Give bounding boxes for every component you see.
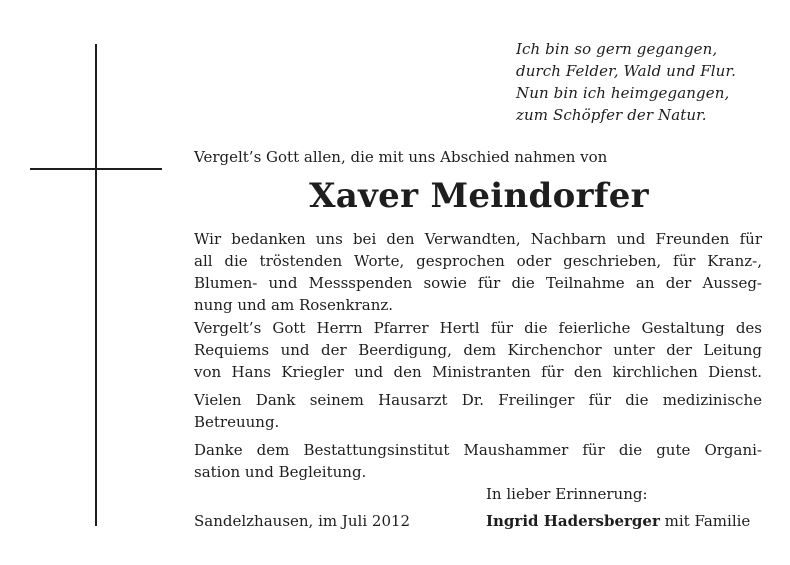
text-line: sation und Begleitung. <box>194 463 367 481</box>
closing-phrase: In lieber Erinnerung: <box>486 485 648 503</box>
text-line: von Hans Kriegler und den Ministranten für den kirchlichen Dienst. <box>194 363 762 381</box>
text-line: Vielen Dank seinem Hausarzt Dr. Freilinger für die medizinische <box>194 391 762 409</box>
text-line: nung und am Rosenkranz. <box>194 296 394 314</box>
deceased-name: Xaver Meindorfer <box>309 176 649 216</box>
paragraph-thanks-relatives <box>194 228 762 316</box>
text-line: Betreuung. <box>194 413 280 431</box>
paragraph-thanks-doctor <box>194 389 762 433</box>
text-line: Vergelt’s Gott Herrn Pfarrer Hertl für die feierliche Gestaltung des <box>194 319 762 337</box>
signatory-suffix: mit Familie <box>659 512 751 530</box>
poem-line: Nun bin ich heimgegangen, <box>516 84 730 102</box>
text-line: Wir bedanken uns bei den Verwandten, Nachbarn und Freunden für <box>194 230 762 248</box>
signatory-name: Ingrid Hadersberger <box>486 512 660 530</box>
signature <box>486 510 750 532</box>
poem-line: Ich bin so gern gegangen, <box>516 40 718 58</box>
intro-text: Vergelt’s Gott allen, die mit uns Abschied nahmen von <box>194 148 608 166</box>
text-line: Danke dem Bestattungsinstitut Maushammer für die gute Organi- <box>194 441 762 459</box>
cross-icon-crossbar <box>30 168 162 170</box>
paragraph-thanks-undertaker <box>194 439 762 483</box>
poem <box>516 38 776 126</box>
poem-line: durch Felder, Wald und Flur. <box>516 62 736 80</box>
text-line: all die tröstenden Worte, gesprochen oder geschrieben, für Kranz-, <box>194 252 762 270</box>
text-line: Blumen- und Messspenden sowie für die Teilnahme an der Ausseg- <box>194 274 762 292</box>
place-and-date: Sandelzhausen, im Juli 2012 <box>194 512 411 530</box>
text-line: Requiems und der Beerdigung, dem Kirchenchor unter der Leitung <box>194 341 762 359</box>
paragraph-thanks-pastor <box>194 317 762 383</box>
cross-icon <box>95 44 97 526</box>
poem-line: zum Schöpfer der Natur. <box>516 106 707 124</box>
